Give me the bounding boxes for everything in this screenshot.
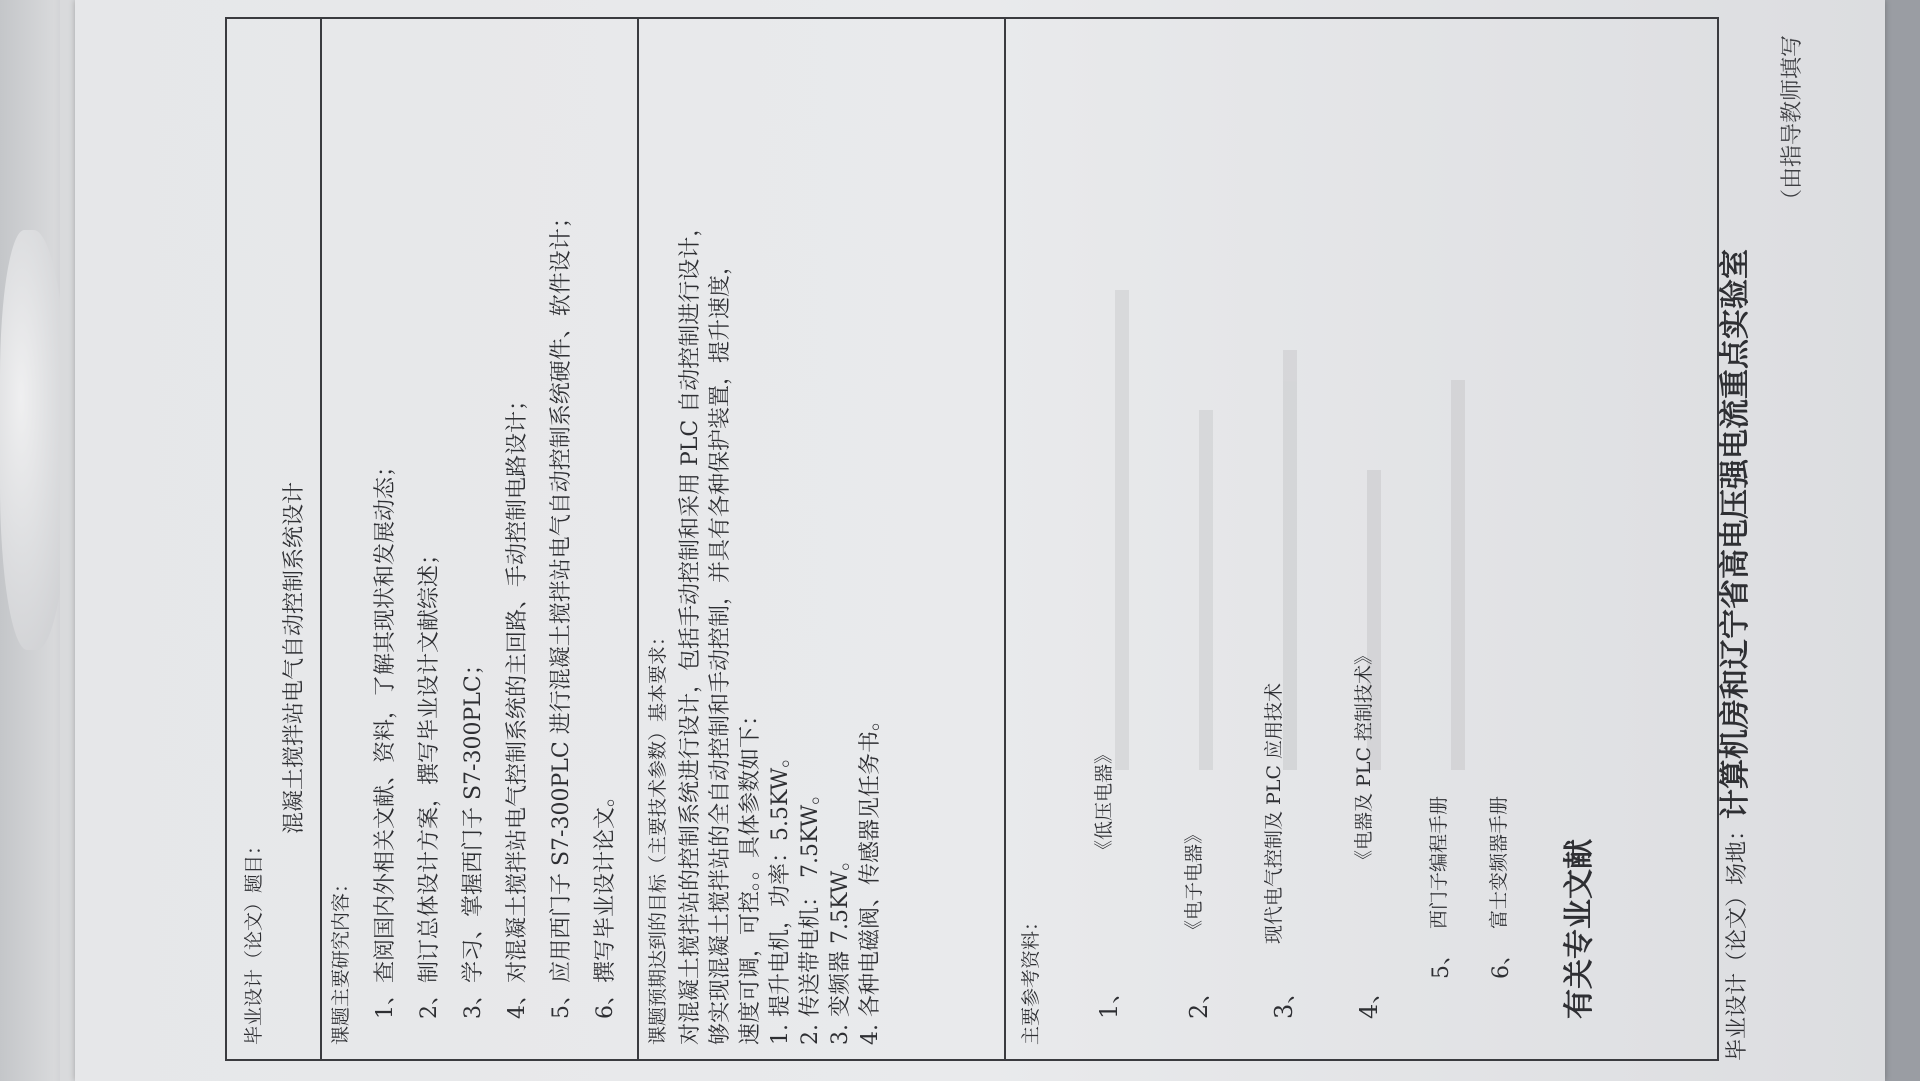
goals-line: 速度可调，可控。。具体参数如下： [738, 703, 763, 1045]
title-label: 毕业设计（论文）题目： [243, 835, 265, 1045]
ref-number: 5、 [1429, 943, 1454, 979]
ref-title: 富士变频器手册 [1488, 795, 1510, 929]
param-item: 4. 各种电磁阀、传感器见任务书。 [858, 709, 883, 1045]
ref-number: 4、 [1355, 979, 1383, 1019]
goals-line: 对混凝土搅拌站的控制系统进行设计，包括手动控制和采用 PLC 自动控制进行设计， [678, 214, 703, 1045]
title-section [227, 19, 322, 1059]
param-item: 1. 提升电机，功率：5.5KW。 [768, 745, 793, 1045]
ref-number: 6、 [1489, 943, 1514, 979]
goals-label: 课题预期达到的目标（主要技术参数）基本要求： [647, 626, 669, 1045]
content-item: 2、制订总体设计方案，撰写毕业设计文献综述； [417, 543, 442, 1019]
content-item: 5、应用西门子 S7-300PLC 进行混凝土搅拌站电气自动控制系统硬件、软件设计； [549, 206, 574, 1019]
ref-title: 《低压电器》 [1093, 744, 1115, 859]
research-content-section [320, 19, 639, 1059]
goals-section [637, 19, 1006, 1059]
content-item: 6、撰写毕业设计论文。 [593, 785, 618, 1019]
goals-line: 够实现混凝土搅拌站的全自动控制和手动控制，并具有各种保护装置，提升速度， [708, 252, 733, 1045]
form-table [225, 17, 1719, 1061]
location-label: 毕业设计（论文）场地： [1725, 818, 1750, 1061]
ref-title: 《电器及 PLC 控制技术》 [1353, 645, 1375, 869]
ref-number: 1、 [1095, 979, 1123, 1019]
ref-number: 3、 [1270, 979, 1298, 1019]
title-value: 混凝土搅拌站电气自动控制系统设计 [282, 481, 307, 834]
ref-title: 西门子编程手册 [1428, 795, 1450, 929]
param-item: 2. 传送带电机： 7.5KW。 [798, 782, 823, 1045]
location-value: 计算机房和辽宁省高电压强电流重点实验室 [1718, 249, 1753, 819]
content-label: 课题主要研究内容： [330, 873, 352, 1045]
ref-title: 现代电气控制及 PLC 应用技术 [1263, 682, 1285, 944]
ref-title: 《电子电器》 [1183, 824, 1205, 939]
ref-number: 2、 [1185, 979, 1213, 1019]
refs-heading: 有关专业文献 [1562, 839, 1597, 1019]
content-item: 3、学习、掌握西门子 S7-300PLC； [461, 653, 486, 1019]
content-item: 4、对混凝土搅拌站电气控制系统的主回路、手动控制电路设计； [505, 389, 530, 1019]
content-item: 1、查阅国内外相关文献、资料，了解其现状和发展动态； [373, 455, 398, 1019]
refs-label: 主要参考资料： [1020, 911, 1042, 1045]
references-section [1004, 19, 1717, 1059]
param-item: 3. 变频器 7.5KW。 [828, 848, 853, 1045]
footer-note: （由指导教师填写 [1780, 34, 1805, 211]
